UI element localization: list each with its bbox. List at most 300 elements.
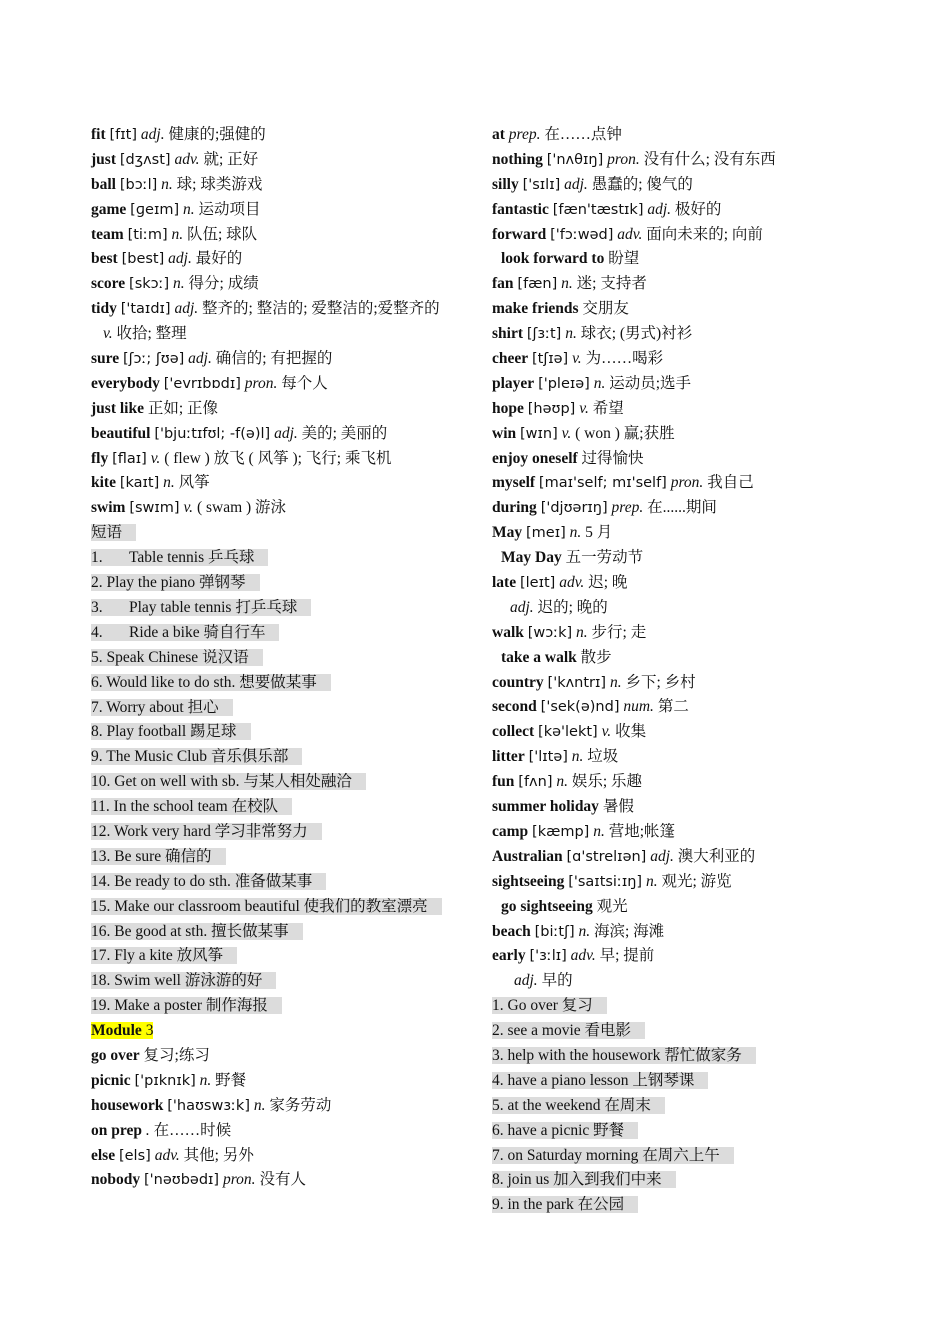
phrase-text: 7. Worry about 担心 (91, 699, 233, 716)
vocab-entry (492, 571, 912, 596)
phrase-text: 14. Be ready to do sth. 准备做某事 (91, 873, 326, 890)
meaning: 为……喝彩 (585, 350, 664, 368)
phrase-text: 9. in the park 在公园 (492, 1196, 638, 1213)
phonetic: ['fɔːwəd] (550, 226, 614, 243)
vocab-entry (492, 372, 912, 397)
part-of-speech: adj. (188, 350, 212, 368)
meaning: 迟; 晚 (588, 574, 628, 592)
part-of-speech: v. (572, 350, 582, 368)
word: fun (492, 773, 515, 791)
part-of-speech: adj. (514, 972, 538, 990)
meaning: 健康的;强健的 (168, 126, 266, 143)
phrase-highlight (91, 549, 268, 566)
word: fit (91, 126, 106, 143)
meaning: 在......期间 (647, 499, 717, 517)
phonetic: ['sɪlɪ] (522, 176, 561, 193)
vocab-subsense (492, 596, 912, 621)
phrase-text: 16. Be good at sth. 擅长做某事 (91, 923, 303, 940)
vocab-entry (492, 198, 912, 223)
phrase-text: Table tennis 乒乓球 (129, 549, 255, 567)
word: fan (492, 275, 514, 293)
phonetic: [ʃɔː; ʃʊə] (123, 351, 185, 368)
word: tidy (91, 300, 117, 318)
vocab-entry (91, 198, 466, 223)
phrase-text: 12. Work very hard 学习非常努力 (91, 823, 322, 840)
word: litter (492, 748, 525, 766)
meaning: 队伍; 球队 (187, 225, 258, 243)
word: second (492, 698, 537, 716)
meaning: 乡下; 乡村 (625, 673, 696, 691)
phonetic: [wɪn] (520, 425, 558, 442)
vocab-entry (91, 173, 466, 198)
phrase-item (91, 820, 466, 845)
phonetic: ['bjuːtɪfʊl; -f(ə)l] (154, 425, 271, 442)
meaning: 确信的; 有把握的 (215, 350, 333, 368)
module-label (91, 1022, 153, 1039)
meaning: 最好的 (195, 250, 243, 268)
meaning: ( won ) 赢;获胜 (575, 424, 675, 442)
part-of-speech: adj. (647, 200, 672, 218)
phrase-text: 5. Speak Chinese 说汉语 (91, 649, 263, 666)
vocab-entry (492, 148, 912, 173)
part-of-speech: adv. (570, 947, 596, 965)
part-of-speech: adj. (650, 847, 674, 865)
phrase-number: 4. (91, 623, 103, 641)
phrase-item (492, 1019, 912, 1044)
word: nobody (91, 1171, 141, 1189)
word: early (492, 947, 526, 965)
phrase-number: 3. (91, 598, 103, 616)
word: else (91, 1146, 116, 1164)
vocab-entry (492, 944, 912, 969)
phrase-text: 9. The Music Club 音乐俱乐部 (91, 748, 302, 765)
vocab-entry (91, 447, 466, 472)
vocab-subsense (492, 969, 912, 994)
phonetic: [tʃɪə] (532, 351, 569, 368)
vocab-entry (492, 671, 912, 696)
meaning: 迟的; 晚的 (537, 598, 608, 616)
phrase-item (91, 770, 466, 795)
meaning: 每个人 (281, 374, 328, 392)
part-of-speech: n. (593, 374, 606, 392)
part-of-speech: adv. (174, 150, 200, 168)
phrase-item (91, 546, 466, 571)
meaning: 观光 (596, 897, 628, 915)
word: swim (91, 499, 126, 517)
vocab-entry (492, 920, 912, 945)
phonetic: [fæn'tæstɪk] (552, 201, 644, 218)
phrase-text: 7. on Saturday morning 在周六上午 (492, 1147, 734, 1164)
meaning: 散步 (580, 648, 612, 666)
part-of-speech: n. (609, 673, 622, 691)
phrase-text: 18. Swim well 游泳游的好 (91, 972, 276, 989)
phrase-highlight (91, 624, 279, 641)
module-heading (91, 1019, 466, 1044)
vocab-entry (91, 123, 466, 148)
phonetic: [kaɪt] (119, 475, 160, 492)
word: player (492, 374, 535, 392)
meaning: 盼望 (608, 250, 640, 268)
part-of-speech: v. (561, 424, 572, 442)
phrase-word: make friends (492, 300, 579, 318)
phrase-item (492, 1168, 912, 1193)
vocab-subsense (91, 322, 466, 347)
phrase-item (91, 969, 466, 994)
meaning: 交朋友 (582, 300, 629, 318)
part-of-speech: n. (645, 872, 658, 890)
vocab-phrase (492, 247, 912, 272)
phonetic: [els] (118, 1147, 151, 1164)
part-of-speech: n. (576, 623, 588, 641)
word: beach (492, 922, 531, 940)
word: nothing (492, 150, 543, 168)
phonetic: [swɪm] (129, 500, 180, 517)
part-of-speech: n. (183, 200, 195, 218)
word: camp (492, 822, 529, 840)
phrase-text: 5. at the weekend 在周末 (492, 1097, 665, 1114)
word: cheer (492, 350, 529, 368)
vocab-entry (492, 720, 912, 745)
word: forward (492, 225, 547, 243)
vocab-entry (492, 770, 912, 795)
part-of-speech: n. (171, 225, 184, 243)
part-of-speech: pron. (244, 374, 278, 392)
phrase-highlight (91, 599, 311, 616)
phrase-text: 8. join us 加入到我们中来 (492, 1171, 676, 1188)
phonetic: [ʃɜːt] (526, 326, 562, 343)
meaning: 其他; 另外 (183, 1146, 254, 1164)
part-of-speech: adj. (274, 424, 298, 442)
meaning: 愚蠢的; 傻气的 (591, 175, 693, 193)
vocab-entry (492, 272, 912, 297)
phrase-item (492, 1144, 912, 1169)
phrase-item (91, 994, 466, 1019)
part-of-speech: n. (556, 773, 568, 791)
phrase-item (91, 845, 466, 870)
meaning: 运动项目 (198, 200, 261, 218)
meaning: 收集 (615, 723, 647, 741)
word: shirt (492, 325, 523, 343)
meaning: ( swam ) 游泳 (196, 499, 287, 517)
meaning: 整齐的; 整洁的; 爱整洁的;爱整齐的 (202, 300, 440, 318)
vocab-phrase (91, 397, 466, 422)
meaning: 希望 (592, 399, 624, 417)
vocab-entry (492, 223, 912, 248)
phonetic: [flaɪ] (112, 450, 147, 467)
part-of-speech: n. (253, 1096, 266, 1114)
phonetic: ['kʌntrɪ] (547, 674, 607, 691)
vocab-entry (91, 148, 466, 173)
word: sure (91, 350, 120, 368)
phonetic: [biːtʃ] (534, 923, 575, 940)
phonetic: [maɪ'self; mɪ'self] (538, 475, 667, 492)
part-of-speech: prep. (508, 126, 541, 143)
module-word: Module (91, 1022, 142, 1040)
meaning: 没有人 (259, 1171, 306, 1189)
phrase-item (91, 745, 466, 770)
phrase-item (91, 696, 466, 721)
vocab-entry (91, 471, 466, 496)
meaning: 我自己 (707, 474, 754, 492)
word: game (91, 200, 127, 218)
vocab-entry (492, 521, 912, 546)
phrase-text: 短语 (91, 524, 136, 541)
phrase-text: 6. have a picnic 野餐 (492, 1122, 638, 1139)
word: score (91, 275, 126, 293)
phrase-text: 1. Go over 复习 (492, 997, 607, 1014)
meaning: 第二 (657, 698, 689, 716)
phonetic: [skɔː] (129, 276, 170, 293)
part-of-speech: v. (183, 499, 194, 517)
phonetic: ['lɪtə] (528, 749, 568, 766)
part-of-speech: n. (578, 922, 591, 940)
part-of-speech: num. (623, 698, 654, 716)
phrase-item (91, 671, 466, 696)
meaning: 垃圾 (587, 748, 619, 766)
part-of-speech: n. (173, 275, 185, 293)
word: fly (91, 449, 109, 467)
meaning: 得分; 成绩 (188, 275, 259, 293)
word: sightseeing (492, 872, 565, 890)
word: late (492, 574, 517, 592)
phrase-item (91, 621, 466, 646)
part-of-speech: n. (565, 325, 577, 343)
vocab-entry (492, 347, 912, 372)
meaning: 早的 (541, 972, 573, 990)
meaning: 收拾; 整理 (116, 325, 187, 343)
phrase-word: look forward to (501, 250, 605, 268)
phonetic: ['ɜːlɪ] (529, 948, 567, 965)
meaning: 美的; 美丽的 (301, 424, 388, 442)
phonetic: [dʒʌst] (119, 151, 171, 168)
vocab-phrase (492, 646, 912, 671)
vocab-entry (91, 272, 466, 297)
phonetic: ['djʊərɪŋ] (540, 500, 608, 517)
word: country (492, 673, 544, 691)
word: collect (492, 723, 535, 741)
vocab-entry (492, 695, 912, 720)
meaning: 就; 正好 (203, 150, 259, 168)
vocab-phrase (492, 795, 912, 820)
part-of-speech: n. (561, 275, 573, 293)
phrase-text: 13. Be sure 确信的 (91, 848, 226, 865)
word: housework (91, 1096, 164, 1114)
word: picnic (91, 1071, 131, 1089)
part-of-speech: adv. (617, 225, 643, 243)
vocab-phrase (492, 297, 912, 322)
part-of-speech: adj. (564, 175, 588, 193)
vocab-entry (91, 1144, 466, 1169)
meaning: 澳大利亚的 (677, 847, 756, 865)
phonetic: [fɪt] (109, 127, 138, 143)
phonetic: ['nʌθɪŋ] (546, 151, 604, 168)
part-of-speech: v. (601, 723, 612, 741)
meaning: 没有什么; 没有东西 (643, 150, 776, 168)
part-of-speech: n. (593, 822, 605, 840)
vocab-entry (492, 471, 912, 496)
part-of-speech: v. (579, 399, 589, 417)
phonetic: ['pleɪə] (538, 375, 590, 392)
meaning: 步行; 走 (591, 623, 647, 641)
phrase-text: Play table tennis 打乒乓球 (129, 598, 298, 616)
word: myself (492, 474, 536, 492)
vocab-entry (91, 297, 466, 322)
vocab-entry (91, 422, 466, 447)
phrase-text: 6. Would like to do sth. 想要做某事 (91, 674, 331, 691)
meaning: 过得愉快 (581, 449, 644, 467)
word: Australian (492, 847, 563, 865)
meaning: 早; 提前 (599, 947, 655, 965)
meaning: 正如; 正像 (147, 399, 219, 417)
phrase-text: 17. Fly a kite 放风筝 (91, 947, 237, 964)
part-of-speech: n. (161, 175, 173, 193)
word: just (91, 150, 116, 168)
meaning: 在……时候 (153, 1121, 232, 1139)
phonetic: [best] (121, 251, 165, 268)
phonetic: ['nəʊbədɪ] (144, 1172, 220, 1189)
word: ball (91, 175, 116, 193)
part-of-speech: pron. (222, 1171, 256, 1189)
word: fantastic (492, 200, 549, 218)
phonetic: ['evrɪbɒdɪ] (163, 375, 241, 392)
phrase-item (91, 571, 466, 596)
vocab-entry (492, 173, 912, 198)
meaning: 五一劳动节 (565, 549, 644, 567)
meaning: 暑假 (602, 798, 634, 816)
vocab-entry (492, 496, 912, 521)
word: during (492, 499, 537, 517)
phonetic: [ɡeɪm] (130, 201, 180, 218)
phrase-item (91, 646, 466, 671)
vocab-entry (492, 870, 912, 895)
word: on prep (91, 1121, 142, 1139)
meaning: 5 月 (585, 524, 613, 542)
vocab-entry (492, 621, 912, 646)
vocab-entry (91, 1168, 466, 1193)
phrase-item (492, 1044, 912, 1069)
meaning: 迷; 支持者 (576, 275, 647, 293)
phonetic: [kæmp] (532, 823, 590, 840)
vocab-entry (492, 322, 912, 347)
phrase-item (91, 895, 466, 920)
meaning: 球; 球类游戏 (176, 175, 263, 193)
phonetic: [tiːm] (127, 226, 168, 243)
vocab-entry (91, 223, 466, 248)
phrase-text: 3. help with the housework 帮忙做家务 (492, 1047, 756, 1064)
meaning: 在……点钟 (544, 126, 622, 143)
word: everybody (91, 374, 160, 392)
meaning: 营地;帐篷 (608, 822, 676, 840)
phrase-number: 1. (91, 549, 103, 567)
phonetic: [həʊp] (527, 400, 576, 417)
phrase-word: May Day (501, 549, 562, 567)
phrase-word: go over (91, 1046, 140, 1064)
part-of-speech: adv. (559, 574, 585, 592)
vocab-entry (91, 1094, 466, 1119)
part-of-speech: adj. (174, 300, 199, 318)
word: at (492, 126, 505, 143)
part-of-speech: n. (571, 748, 584, 766)
vocab-entry (492, 422, 912, 447)
meaning: 风筝 (178, 474, 210, 492)
meaning: 球衣; (男式)衬衫 (580, 325, 693, 343)
phrase-item (91, 920, 466, 945)
part-of-speech: pron. (607, 150, 640, 168)
phrase-word: summer holiday (492, 798, 599, 816)
meaning: 面向未来的; 向前 (646, 225, 763, 243)
part-of-speech: . (145, 1121, 150, 1139)
part-of-speech: v. (103, 325, 113, 343)
part-of-speech: n. (199, 1071, 212, 1089)
phrase-item (492, 1069, 912, 1094)
word: beautiful (91, 424, 151, 442)
part-of-speech: adv. (154, 1146, 180, 1164)
phrase-item (91, 720, 466, 745)
phrase-item (91, 870, 466, 895)
meaning: 复习;练习 (143, 1046, 210, 1064)
meaning: 野餐 (215, 1071, 247, 1089)
phrase-word: just like (91, 399, 144, 417)
word: silly (492, 175, 519, 193)
phrase-text: Ride a bike 骑自行车 (129, 623, 266, 641)
phonetic: [fʌn] (518, 774, 553, 791)
phrase-item (492, 1094, 912, 1119)
vocab-phrase (91, 1044, 466, 1069)
part-of-speech: adj. (510, 598, 534, 616)
phrase-word: take a walk (501, 648, 577, 666)
vocab-entry (91, 1069, 466, 1094)
phonetic: [ɑ'strelɪən] (566, 848, 647, 865)
word: walk (492, 623, 524, 641)
phonetic: [leɪt] (519, 575, 556, 592)
phrase-text: 19. Make a poster 制作海报 (91, 997, 282, 1014)
vocab-entry (91, 496, 466, 521)
part-of-speech: pron. (670, 474, 704, 492)
phonetic: ['sek(ə)nd] (540, 699, 620, 716)
vocab-entry (492, 745, 912, 770)
vocab-phrase (492, 546, 912, 571)
phonetic: ['haʊswɜːk] (167, 1097, 250, 1114)
word: best (91, 250, 118, 268)
phonetic: ['taɪdɪ] (120, 301, 171, 318)
right-column (492, 123, 912, 1218)
vocab-entry (91, 372, 466, 397)
phrase-text: 15. Make our classroom beautiful 使我们的教室漂亮 (91, 898, 442, 915)
phonetic: [fæn] (517, 276, 558, 293)
phrase-word: enjoy oneself (492, 449, 578, 467)
vocab-phrase (492, 447, 912, 472)
part-of-speech: n. (163, 474, 175, 492)
phonetic: [meɪ] (526, 525, 566, 542)
phrase-text: 8. Play football 踢足球 (91, 723, 251, 740)
meaning: 娱乐; 乐趣 (571, 773, 643, 791)
phonetic: [bɔːl] (119, 176, 158, 193)
meaning: 家务劳动 (269, 1096, 332, 1114)
phonetic: [wɔːk] (527, 624, 573, 641)
phrase-item (91, 795, 466, 820)
part-of-speech: n. (569, 524, 582, 542)
phonetic: [kə'lekt] (538, 724, 598, 741)
phrase-item (492, 994, 912, 1019)
word: kite (91, 474, 116, 492)
phrase-item (91, 596, 466, 621)
phrase-item (91, 521, 466, 546)
phrase-text: 4. have a piano lesson 上钢琴课 (492, 1072, 708, 1089)
phrase-text: 2. Play the piano 弹钢琴 (91, 574, 260, 591)
phonetic: ['pɪknɪk] (134, 1072, 196, 1089)
meaning: 极好的 (674, 200, 722, 218)
meaning: 海滨; 海滩 (594, 922, 665, 940)
